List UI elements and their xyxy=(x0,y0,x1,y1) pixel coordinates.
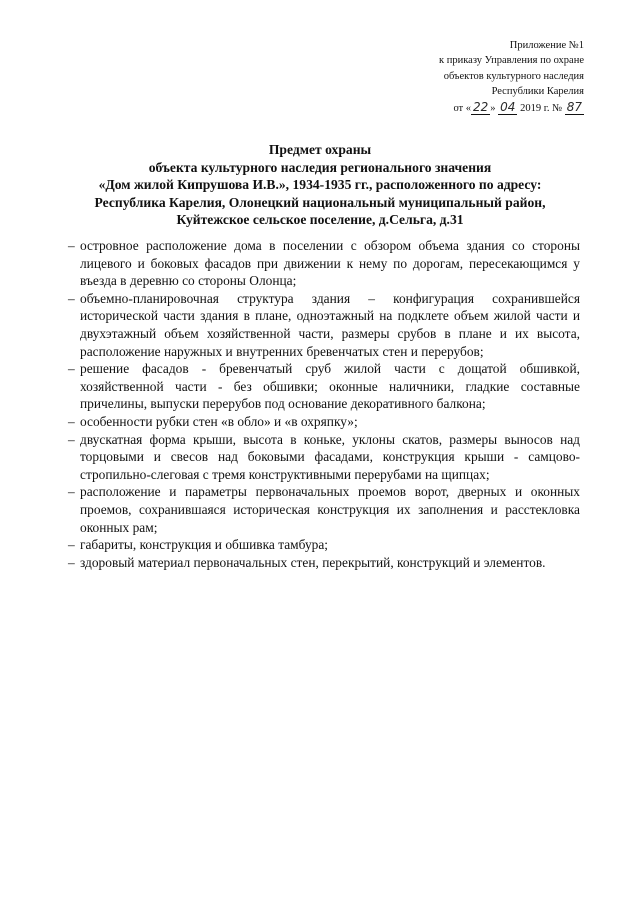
list-item xyxy=(68,360,580,413)
document-title xyxy=(60,141,580,229)
list-item-text: расположение и параметры первоначальных проемов ворот, дверных и оконных проемов, сохранившаяся историческая конструкция их заполнения и расстекловка оконных рам; xyxy=(80,484,580,535)
list-item-text: объемно-планировочная структура здания – конфигурация сохранившейся исторической части здания в плане, одноэтажный на подклете объем жилой части и двухэтажный объем хозяйственной части, размеры срубов в плане и их высота, расположение наружных и внутренних бревенчатых стен и перерубов; xyxy=(80,290,580,359)
list-item xyxy=(68,483,580,536)
bullet-dash: – xyxy=(68,413,75,429)
appendix-authority-line: объектов культурного наследия xyxy=(443,70,584,82)
list-item xyxy=(68,237,580,290)
bullet-dash: – xyxy=(68,238,75,253)
list-item-text: двускатная форма крыши, высота в коньке, уклоны скатов, размеры выносов над торцовыми и свесов над боковыми фасадами, конструкция крыши - самцово-стропильно-слеговая с тремя конструктивными перерубами на щипцах; xyxy=(80,431,580,482)
handwritten-month: 04 xyxy=(500,99,516,114)
bullet-dash: – xyxy=(68,361,75,377)
bullet-dash: – xyxy=(68,431,75,447)
bullet-dash: – xyxy=(68,484,75,500)
list-item-text: решение фасадов - бревенчатый сруб жилой части с дощатой обшивкой, хозяйственной части - без обшивки; оконные наличники, гладкие составные причелины, выпуски перерубов под основание декоративного балкона; xyxy=(80,361,580,412)
appendix-header xyxy=(439,38,584,116)
list-item-text: особенности рубки стен «в обло» и «в охряпку»; xyxy=(80,413,358,429)
bullet-dash: – xyxy=(68,554,75,570)
list-item xyxy=(68,290,580,360)
handwritten-day: 22 xyxy=(473,99,489,114)
title-line-4: Республика Карелия, Олонецкий национальный муниципальный район, xyxy=(94,194,546,210)
handwritten-number: 87 xyxy=(566,99,582,114)
list-item xyxy=(68,413,580,431)
bullet-dash: – xyxy=(68,290,75,306)
title-line-2: объекта культурного наследия регионального значения xyxy=(148,159,492,175)
appendix-region-line: Республики Карелия xyxy=(491,86,584,98)
protection-items-list xyxy=(68,237,580,571)
bullet-dash: – xyxy=(68,537,75,553)
title-line-5: Куйтежское сельское поселение, д.Сельга, д.31 xyxy=(176,212,464,227)
appendix-order-line: к приказу Управления по охране xyxy=(439,55,584,67)
date-mid: » xyxy=(490,102,499,114)
appendix-date-line xyxy=(439,100,584,116)
date-prefix: от « xyxy=(453,102,472,114)
date-year: 2019 г. № xyxy=(517,102,565,114)
title-line-1: Предмет охраны xyxy=(268,142,372,157)
title-line-3: «Дом жилой Кипрушова И.В.», 1934-1935 гг., расположенного по адресу: xyxy=(98,177,542,192)
list-item-text: габариты, конструкция и обшивка тамбура; xyxy=(80,537,329,553)
appendix-title: Приложение №1 xyxy=(509,40,584,51)
list-item xyxy=(68,536,580,554)
list-item xyxy=(68,431,580,484)
list-item-text: здоровый материал первоначальных стен, перекрытий, конструкций и элементов. xyxy=(80,554,546,570)
list-item xyxy=(68,554,580,572)
list-item-text: островное расположение дома в поселении с обзором объема здания со стороны лицевого и боковых фасадов при движении к нему по дорогам, пересекающимся у въезда в деревню со стороны Олонца; xyxy=(80,238,580,289)
